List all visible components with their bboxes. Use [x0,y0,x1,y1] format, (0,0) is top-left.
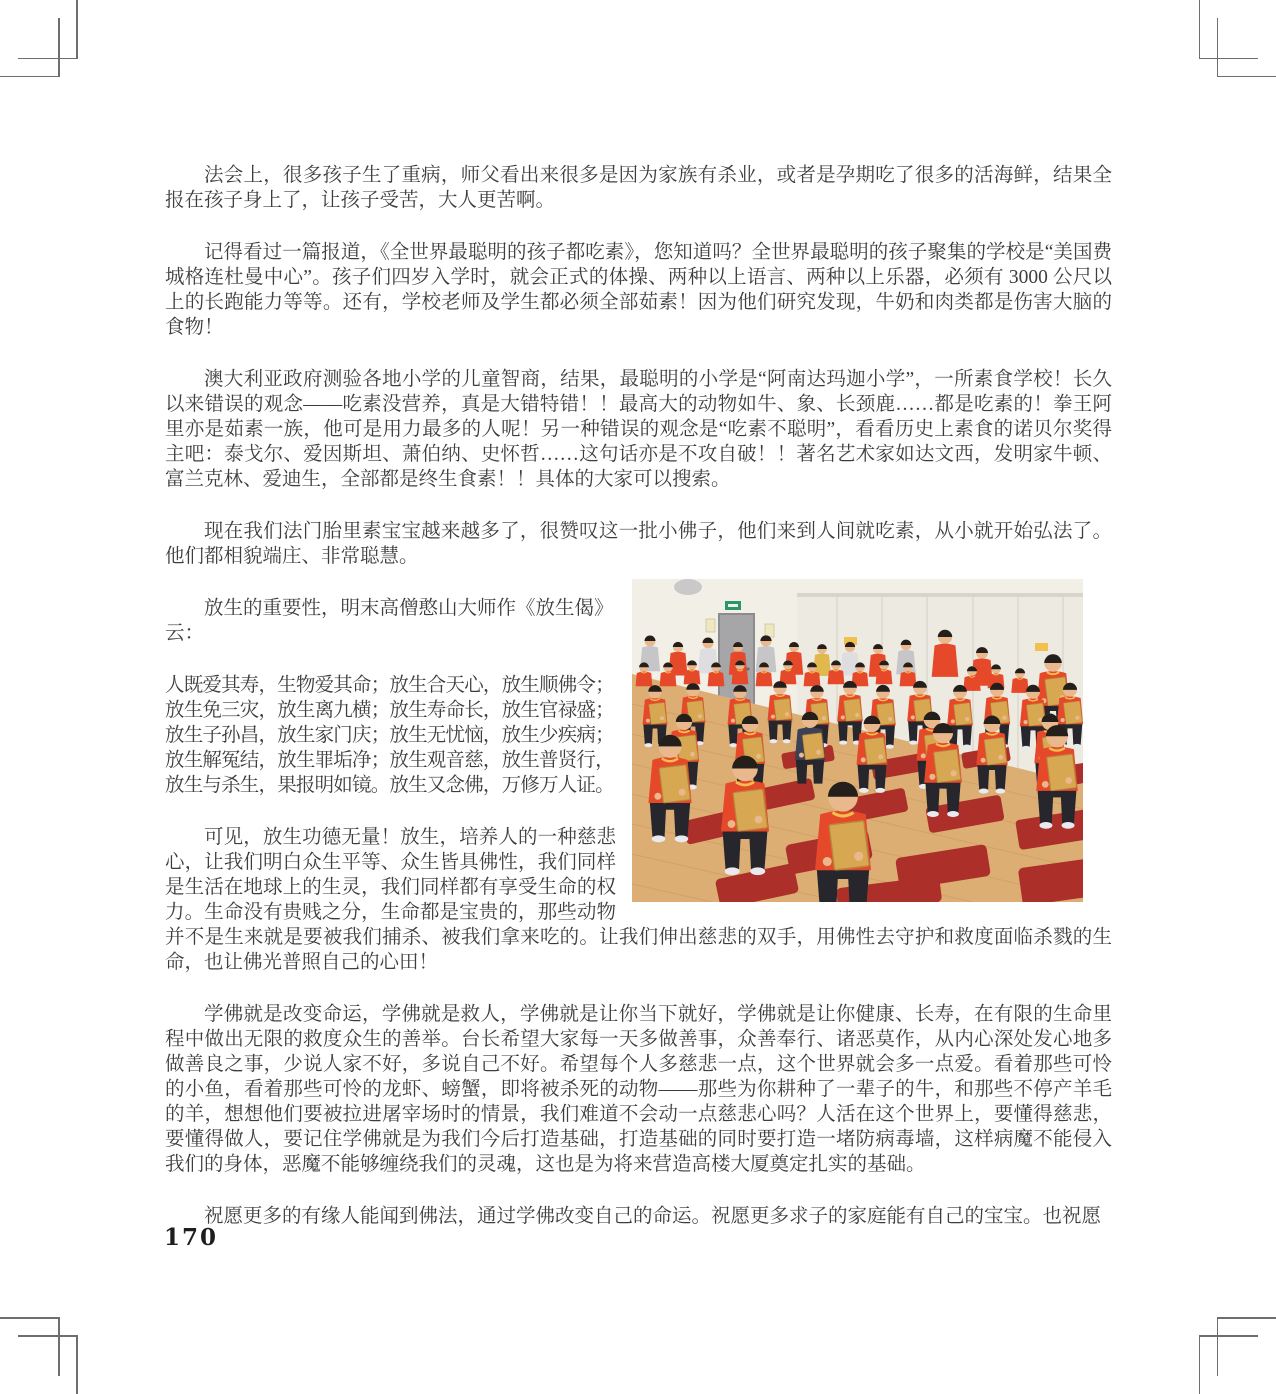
verse-line-5: 放生与杀生，果报明如镜。放生又念佛，万修万人证。 [165,775,614,796]
paragraph-5-line-2: 云： [165,623,205,644]
wall-plaque [765,624,774,637]
verse-line-1: 人既爱其寿，生物爱其命；放生合天心，放生顺佛令； [165,675,614,696]
crop-mark-line [58,1317,60,1376]
crop-mark-line [1199,1335,1201,1394]
paragraph-5-line-1: 放生的重要性，明末高僧憨山大师作《放生偈》 [204,598,614,619]
paragraph-8: 祝愿更多的有缘人能闻到佛法，通过学佛改变自己的命运。祝愿更多求子的家庭能有自己的宝宝。也祝愿 [204,1206,1102,1227]
wall-plaque [706,619,715,632]
wall-tag [1035,643,1048,651]
paragraph-3: 澳大利亚政府测验各地小学的儿童智商，结果，最聪明的小学是“阿南达玛迦小学”，一所素食学校！长久以来错误的观念——吃素没营养，真是大错特错！！最高大的动物如牛、象、长颈鹿……都是吃素的！拳王阿里亦是茹素一族，他可是用力最多的人呢！另一种错误的观念是“吃素不聪明”，看看历史上素食的诺贝尔奖得主吧：泰戈尔、爱因斯坦、萧伯纳、史怀哲……这句话亦是不攻自破！！著名艺术家如达文西，发明家牛顿、富兰克林、爱迪生，全部都是终生食素！！具体的大家可以搜索。 [165,369,1112,490]
event-photo [632,579,1083,902]
paragraph-2: 记得看过一篇报道，《全世界最聪明的孩子都吃素》，您知道吗？全世界最聪明的孩子聚集的学校是“美国费城格连杜曼中心”。孩子们四岁入学时，就会正式的体操、两种以上语言、两种以上乐器，必须有 3000 公尺以上的长跑能力等等。还有，学校老师及学生都必须全部茹素！因为他们研究发现，牛奶和肉类都是伤害大脑的食物！ [165,242,1112,338]
page-content [165,163,1112,1256]
crop-mark-line [1217,18,1219,77]
crop-mark-line [18,1335,77,1337]
verse-line-2: 放生免三灾，放生离九横；放生寿命长，放生官禄盛； [165,700,614,721]
crop-mark-line [76,0,78,59]
crop-mark-line [1217,1317,1219,1376]
page-number: 170 [164,1224,219,1251]
crop-mark-line [1217,76,1276,78]
crop-mark-line [1217,1317,1276,1319]
crop-mark-line [1199,58,1258,60]
event-photo-illustration [632,579,1083,902]
crop-mark-line [58,18,60,77]
paragraph-6: 可见，放生功德无量！放生，培养人的一种慈悲心，让我们明白众生平等、众生皆具佛性，我们同样是生活在地球上的生灵，我们同样都有享受生命的权力。生命没有贵贱之分，生命都是宝贵的，那些动物并不是生来就是要被我们捕杀、被我们拿来吃的。让我们伸出慈悲的双手，用佛性去守护和救度面临杀戮的生命，也让佛光普照自己的心田！ [165,827,1112,973]
verse-line-4: 放生解冤结，放生罪垢净；放生观音慈，放生普贤行， [165,750,614,771]
crop-mark-line [76,1335,78,1394]
wall-fan [674,579,702,595]
crop-mark-line [0,1317,59,1319]
crop-mark-line [0,76,59,78]
crop-mark-line [1199,1335,1258,1337]
paragraph-1: 法会上，很多孩子生了重病，师父看出来很多是因为家族有杀业，或者是孕期吃了很多的活海鲜，结果全报在孩子身上了，让孩子受苦，大人更苦啊。 [165,165,1112,211]
paragraph-7: 学佛就是改变命运，学佛就是救人，学佛就是让你当下就好，学佛就是让你健康、长寿，在有限的生命里程中做出无限的救度众生的善举。台长希望大家每一天多做善事，众善奉行、诸恶莫作，从内心深处发心地多做善良之事，少说人家不好，多说自己不好。希望每个人多慈悲一点，这个世界就会多一点爱。看着那些可怜的小鱼，看着那些可怜的龙虾、螃蟹，即将被杀死的动物——那些为你耕种了一辈子的牛，和那些不停产羊毛的羊，想想他们要被拉进屠宰场时的情景，我们难道不会动一点慈悲心吗？人活在这个世界上，要懂得慈悲，要懂得做人，要记住学佛就是为我们今后打造基础，打造基础的同时要打造一堵防病毒墙，这样病魔不能侵入我们的身体，恶魔不能够缠绕我们的灵魂，这也是为将来营造高楼大厦奠定扎实的基础。 [165,1004,1112,1175]
paragraph-4: 现在我们法门胎里素宝宝越来越多了，很赞叹这一批小佛子，他们来到人间就吃素，从小就开始弘法了。他们都相貌端庄、非常聪慧。 [165,521,1112,567]
crop-mark-line [1199,0,1201,59]
crop-mark-line [18,58,77,60]
verse-line-3: 放生子孙昌，放生家门庆；放生无忧恼，放生少疾病； [165,725,614,746]
